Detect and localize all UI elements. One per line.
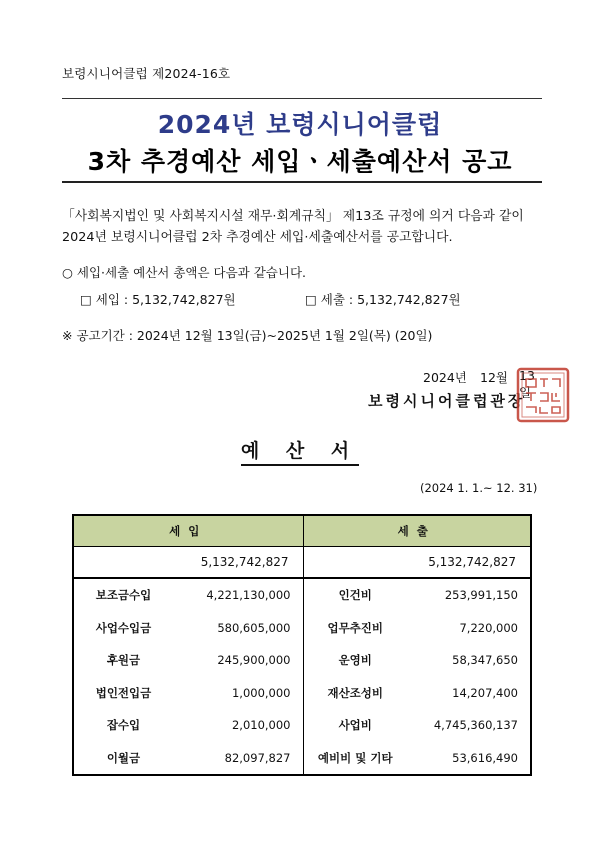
expense-total: 5,132,742,827 xyxy=(303,547,531,579)
summary-income: □ 세입 : 5,132,742,827원 xyxy=(80,292,236,307)
table-row xyxy=(73,742,531,776)
expense-amount: 7,220,000 xyxy=(407,612,531,645)
income-amount: 580,605,000 xyxy=(173,612,303,645)
expense-header: 세출 xyxy=(303,515,531,547)
expense-label: 업무추진비 xyxy=(327,620,384,635)
income-label: 후원금 xyxy=(73,644,173,677)
table-row xyxy=(73,677,531,710)
income-amount: 245,900,000 xyxy=(173,644,303,677)
date-day: 13일 xyxy=(519,368,535,400)
top-rule xyxy=(62,98,542,99)
summary-lead: ○ 세입·세출 예산서 총액은 다음과 같습니다. xyxy=(62,265,306,280)
expense-label: 예비비 및 기타 xyxy=(303,742,407,776)
table-row xyxy=(73,709,531,742)
date-month: 12월 xyxy=(480,370,508,385)
income-amount: 2,010,000 xyxy=(173,709,303,742)
date-year: 2024년 xyxy=(423,370,467,385)
table-header-row xyxy=(73,515,531,547)
table-row xyxy=(73,578,531,612)
income-label: 잡수입 xyxy=(73,709,173,742)
table-row xyxy=(73,644,531,677)
title-line-1: 2024년 보령시니어클럽 xyxy=(157,110,443,139)
summary-expense: □ 세출 : 5,132,742,827원 xyxy=(305,292,461,307)
income-header: 세입 xyxy=(73,515,303,547)
income-amount: 4,221,130,000 xyxy=(173,578,303,612)
title-rule xyxy=(62,181,542,183)
income-total: 5,132,742,827 xyxy=(73,547,303,579)
expense-amount: 58,347,650 xyxy=(407,644,531,677)
intro-paragraph: 「사회복지법인 및 사회복지시설 재무·회계규칙」 제13조 규정에 의거 다음과 같이 2024년 보령시니어클럽 2차 추경예산 세입·세출예산서를 공고합니다. xyxy=(62,209,524,245)
expense-amount: 53,616,490 xyxy=(407,742,531,776)
document-number: 보령시니어클럽 제2024-16호 xyxy=(62,66,231,81)
budget-table xyxy=(72,514,532,776)
expense-amount: 253,991,150 xyxy=(407,578,531,612)
income-label: 이월금 xyxy=(73,742,173,776)
expense-label: 사업비 xyxy=(338,718,372,733)
expense-amount: 14,207,400 xyxy=(407,677,531,710)
fiscal-range: (2024 1. 1.~ 12. 31) xyxy=(420,481,538,495)
total-row xyxy=(73,547,531,579)
income-label: 보조금수입 xyxy=(73,578,173,612)
expense-amount: 4,745,360,137 xyxy=(407,709,531,742)
table-row xyxy=(73,612,531,645)
income-amount: 1,000,000 xyxy=(173,677,303,710)
title-line-2: 3차 추경예산 세입ㆍ세출예산서 공고 xyxy=(87,147,513,176)
budget-heading xyxy=(0,436,600,463)
income-label: 법인전입금 xyxy=(73,677,173,710)
income-label: 사업수입금 xyxy=(73,612,173,645)
budget-heading-text: 예 산 서 xyxy=(241,440,359,466)
official-seal-icon xyxy=(516,367,570,423)
notice-period: ※ 공고기간 : 2024년 12월 13일(금)~2025년 1월 2일(목) (20일) xyxy=(62,328,433,343)
expense-label: 재산조성비 xyxy=(327,685,384,700)
income-amount: 82,097,827 xyxy=(173,742,303,776)
expense-label: 운영비 xyxy=(338,653,372,668)
expense-label: 인건비 xyxy=(338,588,372,603)
author-signature: 보령시니어클럽관장 xyxy=(368,392,526,410)
